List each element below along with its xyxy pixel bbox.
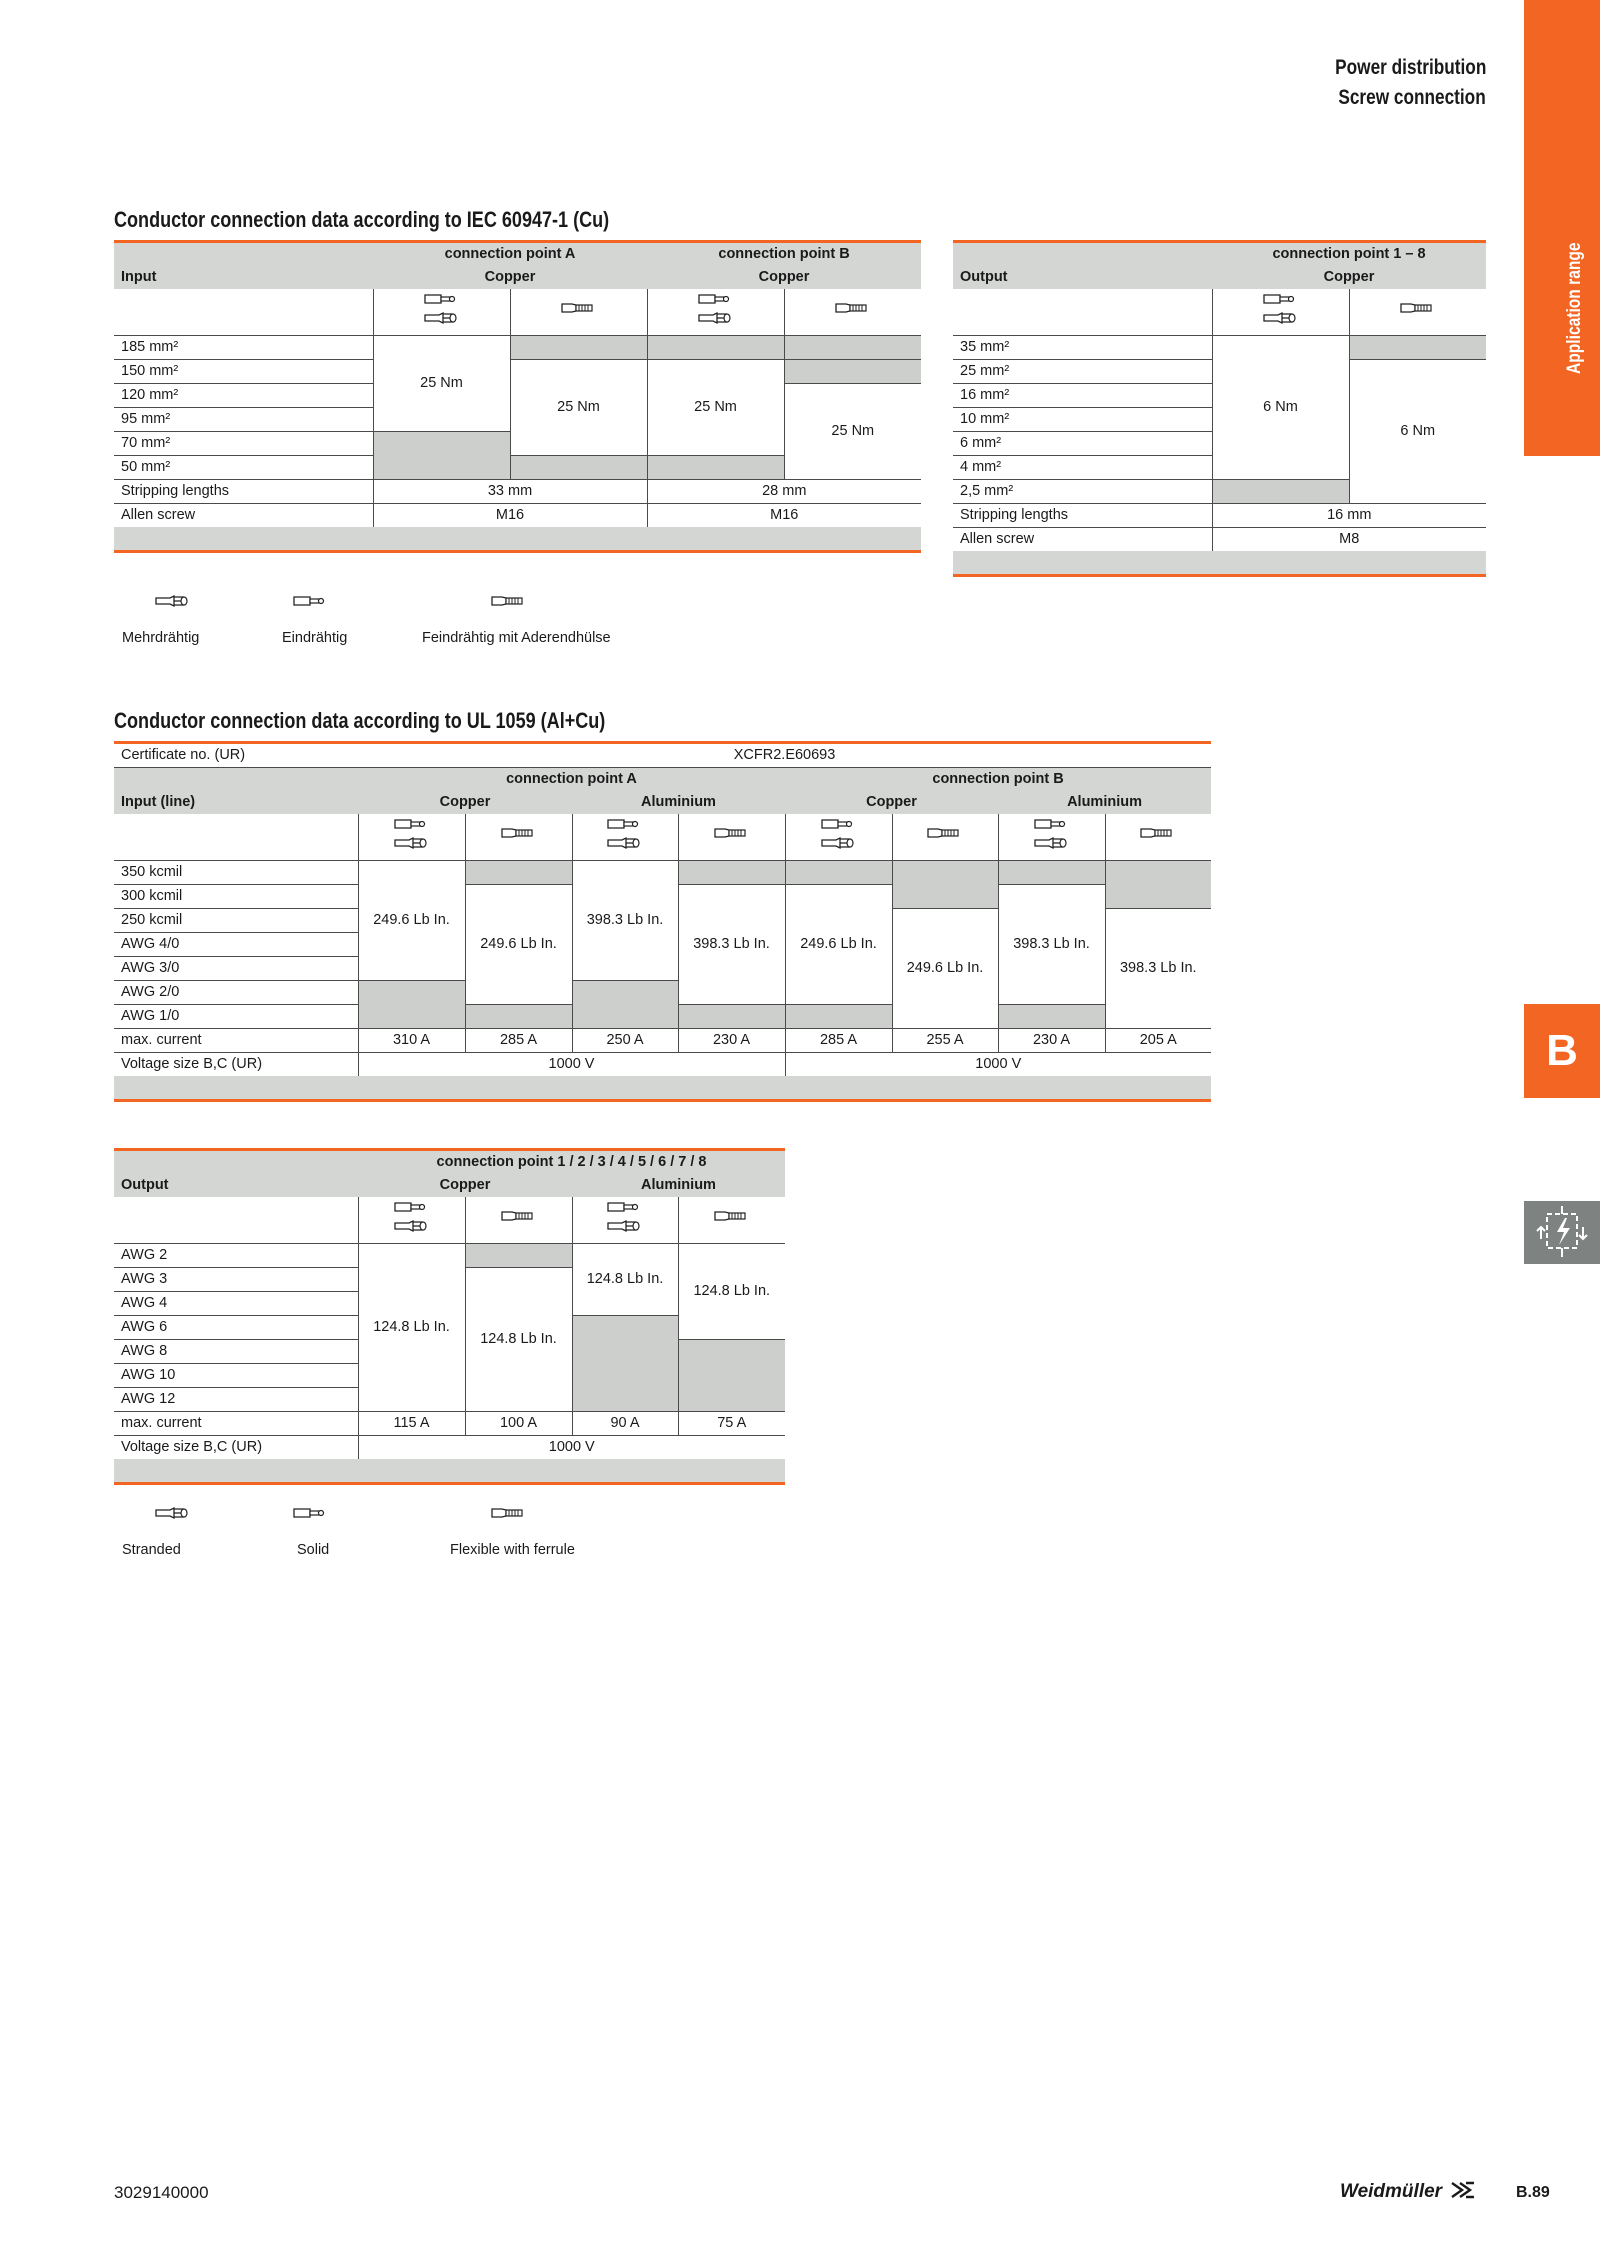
iec-row: 95 mm² (114, 408, 373, 432)
ul-input-table (114, 741, 1211, 1102)
ul-out-row: AWG 10 (114, 1364, 358, 1388)
iec-allen-label: Allen screw (121, 507, 196, 523)
ferrule-icon (510, 289, 647, 336)
legend-stranded-de: Mehrdrähtig (122, 630, 200, 646)
iec-torque-b-str: 25 Nm (647, 360, 784, 456)
ul-out-row: AWG 4 (114, 1292, 358, 1316)
iec-allen-a: M16 (373, 504, 647, 528)
iec-output-head: Output (953, 266, 1212, 289)
iec-out-cp: connection point 1 – 8 (1212, 242, 1486, 267)
ul-out-current: 75 A (678, 1412, 785, 1436)
iec-out-allen-label: Allen screw (960, 531, 1035, 547)
ul-out-row: AWG 12 (114, 1388, 358, 1412)
ul-cp-a: connection point A (358, 768, 785, 792)
ul-out-voltage-label: Voltage size B,C (UR) (121, 1439, 263, 1455)
ul-out-current-label: max. current (114, 1412, 358, 1436)
ul-cp-b: connection point B (785, 768, 1211, 792)
ferrule-icon (1105, 814, 1211, 861)
ul-copper-a: Copper (358, 791, 572, 814)
ul-row: AWG 1/0 (114, 1005, 358, 1029)
ul-current: 230 A (998, 1029, 1105, 1053)
conductor-stranded-solid-icon (358, 814, 465, 861)
ul-t-b-cu-fer: 249.6 Lb In. (892, 909, 998, 1029)
ul-cert: XCFR2.E60693 (358, 743, 1211, 768)
iec-strip-b: 28 mm (647, 480, 921, 504)
iec-input-head: Input (114, 266, 373, 289)
conductor-stranded-solid-icon (647, 289, 784, 336)
ul-t-a-cu-fer: 249.6 Lb In. (465, 885, 572, 1005)
ferrule-icon (1349, 289, 1486, 336)
ferrule-conductor-icon (488, 1504, 536, 1529)
conductor-stranded-solid-icon (373, 289, 510, 336)
iec-input-table (114, 240, 921, 553)
stranded-conductor-icon (152, 1504, 200, 1529)
ferrule-icon (465, 814, 572, 861)
conductor-stranded-solid-icon (1212, 289, 1349, 336)
ul-out-copper: Copper (358, 1174, 572, 1197)
ul-t-b-al-fer: 398.3 Lb In. (1105, 909, 1211, 1029)
ul-voltage-b: 1000 V (785, 1053, 1211, 1077)
ul-current: 205 A (1105, 1029, 1211, 1053)
iec-out-row: 35 mm² (953, 336, 1212, 360)
iec-out-torque-fer: 6 Nm (1349, 360, 1486, 504)
stranded-conductor-icon (152, 592, 200, 617)
iec-out-row: 10 mm² (953, 408, 1212, 432)
solid-conductor-icon (290, 1504, 338, 1529)
iec-row: 50 mm² (114, 456, 373, 480)
ul-current: 285 A (785, 1029, 892, 1053)
iec-output-table (953, 240, 1486, 577)
ul-out-row: AWG 6 (114, 1316, 358, 1340)
ul-cert-label: Certificate no. (UR) (114, 743, 358, 768)
ul-current: 285 A (465, 1029, 572, 1053)
brand-name: Weidmüller (1340, 2181, 1443, 2202)
iec-cp-a: connection point A (444, 246, 576, 262)
ferrule-icon (465, 1197, 572, 1244)
legend-solid-de: Eindrähtig (282, 630, 348, 646)
iec-out-strip: 16 mm (1212, 504, 1486, 528)
ul-out-alu: Aluminium (572, 1174, 785, 1197)
ul-voltage-a: 1000 V (358, 1053, 785, 1077)
iec-title: Conductor connection data according to IEC 60947-1 (Cu) (114, 207, 610, 232)
power-distribution-icon[interactable] (1524, 1201, 1600, 1264)
ul-input-head: Input (line) (114, 791, 358, 814)
ul-t-a-al-str: 398.3 Lb In. (572, 861, 678, 981)
application-range-tab[interactable] (1524, 0, 1600, 456)
ul-out-t-al-fer: 124.8 Lb In. (678, 1244, 785, 1340)
ul-out-t-cu-fer: 124.8 Lb In. (465, 1268, 572, 1412)
conductor-stranded-solid-icon (358, 1197, 465, 1244)
iec-strip-a: 33 mm (373, 480, 647, 504)
ul-out-current: 100 A (465, 1412, 572, 1436)
ul-current: 310 A (358, 1029, 465, 1053)
conductor-stranded-solid-icon (572, 814, 678, 861)
ul-current-label: max. current (114, 1029, 358, 1053)
ul-output-table (114, 1148, 785, 1485)
conductor-stranded-solid-icon (998, 814, 1105, 861)
legend-ferrule: Flexible with ferrule (450, 1542, 575, 1558)
header-line2: Screw connection (1338, 86, 1486, 109)
ul-t-b-cu-str: 249.6 Lb In. (785, 885, 892, 1005)
iec-row: 150 mm² (114, 360, 373, 384)
iec-strip-label: Stripping lengths (114, 480, 373, 504)
ul-t-a-al-fer: 398.3 Lb In. (678, 885, 785, 1005)
iec-out-row: 25 mm² (953, 360, 1212, 384)
iec-allen-b: M16 (647, 504, 921, 528)
iec-out-row: 4 mm² (953, 456, 1212, 480)
page-number: B.89 (1516, 2184, 1550, 2201)
ul-out-row: AWG 2 (114, 1244, 358, 1268)
iec-row: 120 mm² (114, 384, 373, 408)
iec-out-allen: M8 (1212, 528, 1486, 552)
ul-out-t-cu-str: 124.8 Lb In. (358, 1244, 465, 1412)
iec-out-row: 6 mm² (953, 432, 1212, 456)
iec-out-row: 2,5 mm² (953, 480, 1212, 504)
application-range-label: Application range (1564, 242, 1585, 374)
ul-current: 230 A (678, 1029, 785, 1053)
brand-logo (1340, 2180, 1476, 2203)
conductor-stranded-solid-icon (572, 1197, 678, 1244)
iec-copper-b: Copper (647, 266, 921, 289)
ul-voltage-label: Voltage size B,C (UR) (121, 1056, 263, 1072)
header-line1: Power distribution (1334, 56, 1486, 79)
iec-out-row: 16 mm² (953, 384, 1212, 408)
ul-row: 300 kcmil (114, 885, 358, 909)
conductor-stranded-solid-icon (785, 814, 892, 861)
legend-ferrule-de: Feindrähtig mit Aderendhülse (422, 630, 611, 646)
solid-conductor-icon (290, 592, 338, 617)
ul-out-row: AWG 3 (114, 1268, 358, 1292)
ul-out-row: AWG 8 (114, 1340, 358, 1364)
iec-torque-a-str: 25 Nm (373, 336, 510, 432)
section-b-tab[interactable] (1524, 1004, 1600, 1098)
ul-out-current: 90 A (572, 1412, 678, 1436)
ul-row: AWG 2/0 (114, 981, 358, 1005)
iec-row: 70 mm² (114, 432, 373, 456)
ul-out-current: 115 A (358, 1412, 465, 1436)
iec-out-torque-str: 6 Nm (1212, 336, 1349, 480)
ul-current: 250 A (572, 1029, 678, 1053)
ul-row: 350 kcmil (114, 861, 358, 885)
ul-current: 255 A (892, 1029, 998, 1053)
ul-alu-a: Aluminium (572, 791, 785, 814)
article-number: 3029140000 (114, 2183, 209, 2202)
ul-output-head: Output (114, 1174, 358, 1197)
ul-row: 250 kcmil (114, 909, 358, 933)
ferrule-icon (892, 814, 998, 861)
ul-copper-b: Copper (785, 791, 998, 814)
iec-torque-a-fer: 25 Nm (510, 360, 647, 456)
iec-out-copper: Copper (1212, 266, 1486, 289)
iec-copper-a: Copper (373, 266, 647, 289)
brand-mark-icon (1450, 2180, 1476, 2200)
section-letter: B (1546, 1026, 1578, 1075)
ferrule-icon (678, 1197, 785, 1244)
ferrule-icon (678, 814, 785, 861)
legend-solid: Solid (297, 1542, 330, 1558)
ul-out-voltage: 1000 V (358, 1436, 785, 1460)
ul-t-a-cu-str: 249.6 Lb In. (358, 861, 465, 981)
iec-row: 185 mm² (114, 336, 373, 360)
ul-row: AWG 4/0 (114, 933, 358, 957)
ul-row: AWG 3/0 (114, 957, 358, 981)
legend-stranded: Stranded (122, 1542, 181, 1558)
ferrule-conductor-icon (488, 592, 536, 617)
ul-out-cp: connection point 1 / 2 / 3 / 4 / 5 / 6 / 7 / 8 (358, 1150, 785, 1175)
ul-alu-b: Aluminium (998, 791, 1211, 814)
ul-title: Conductor connection data according to UL 1059 (Al+Cu) (114, 708, 606, 733)
ul-out-t-al-str: 124.8 Lb In. (572, 1244, 678, 1316)
iec-torque-b-fer: 25 Nm (784, 384, 921, 480)
ferrule-icon (784, 289, 921, 336)
ul-t-b-al-str: 398.3 Lb In. (998, 885, 1105, 1005)
iec-cp-b: connection point B (718, 246, 850, 262)
iec-out-strip-label: Stripping lengths (953, 504, 1212, 528)
